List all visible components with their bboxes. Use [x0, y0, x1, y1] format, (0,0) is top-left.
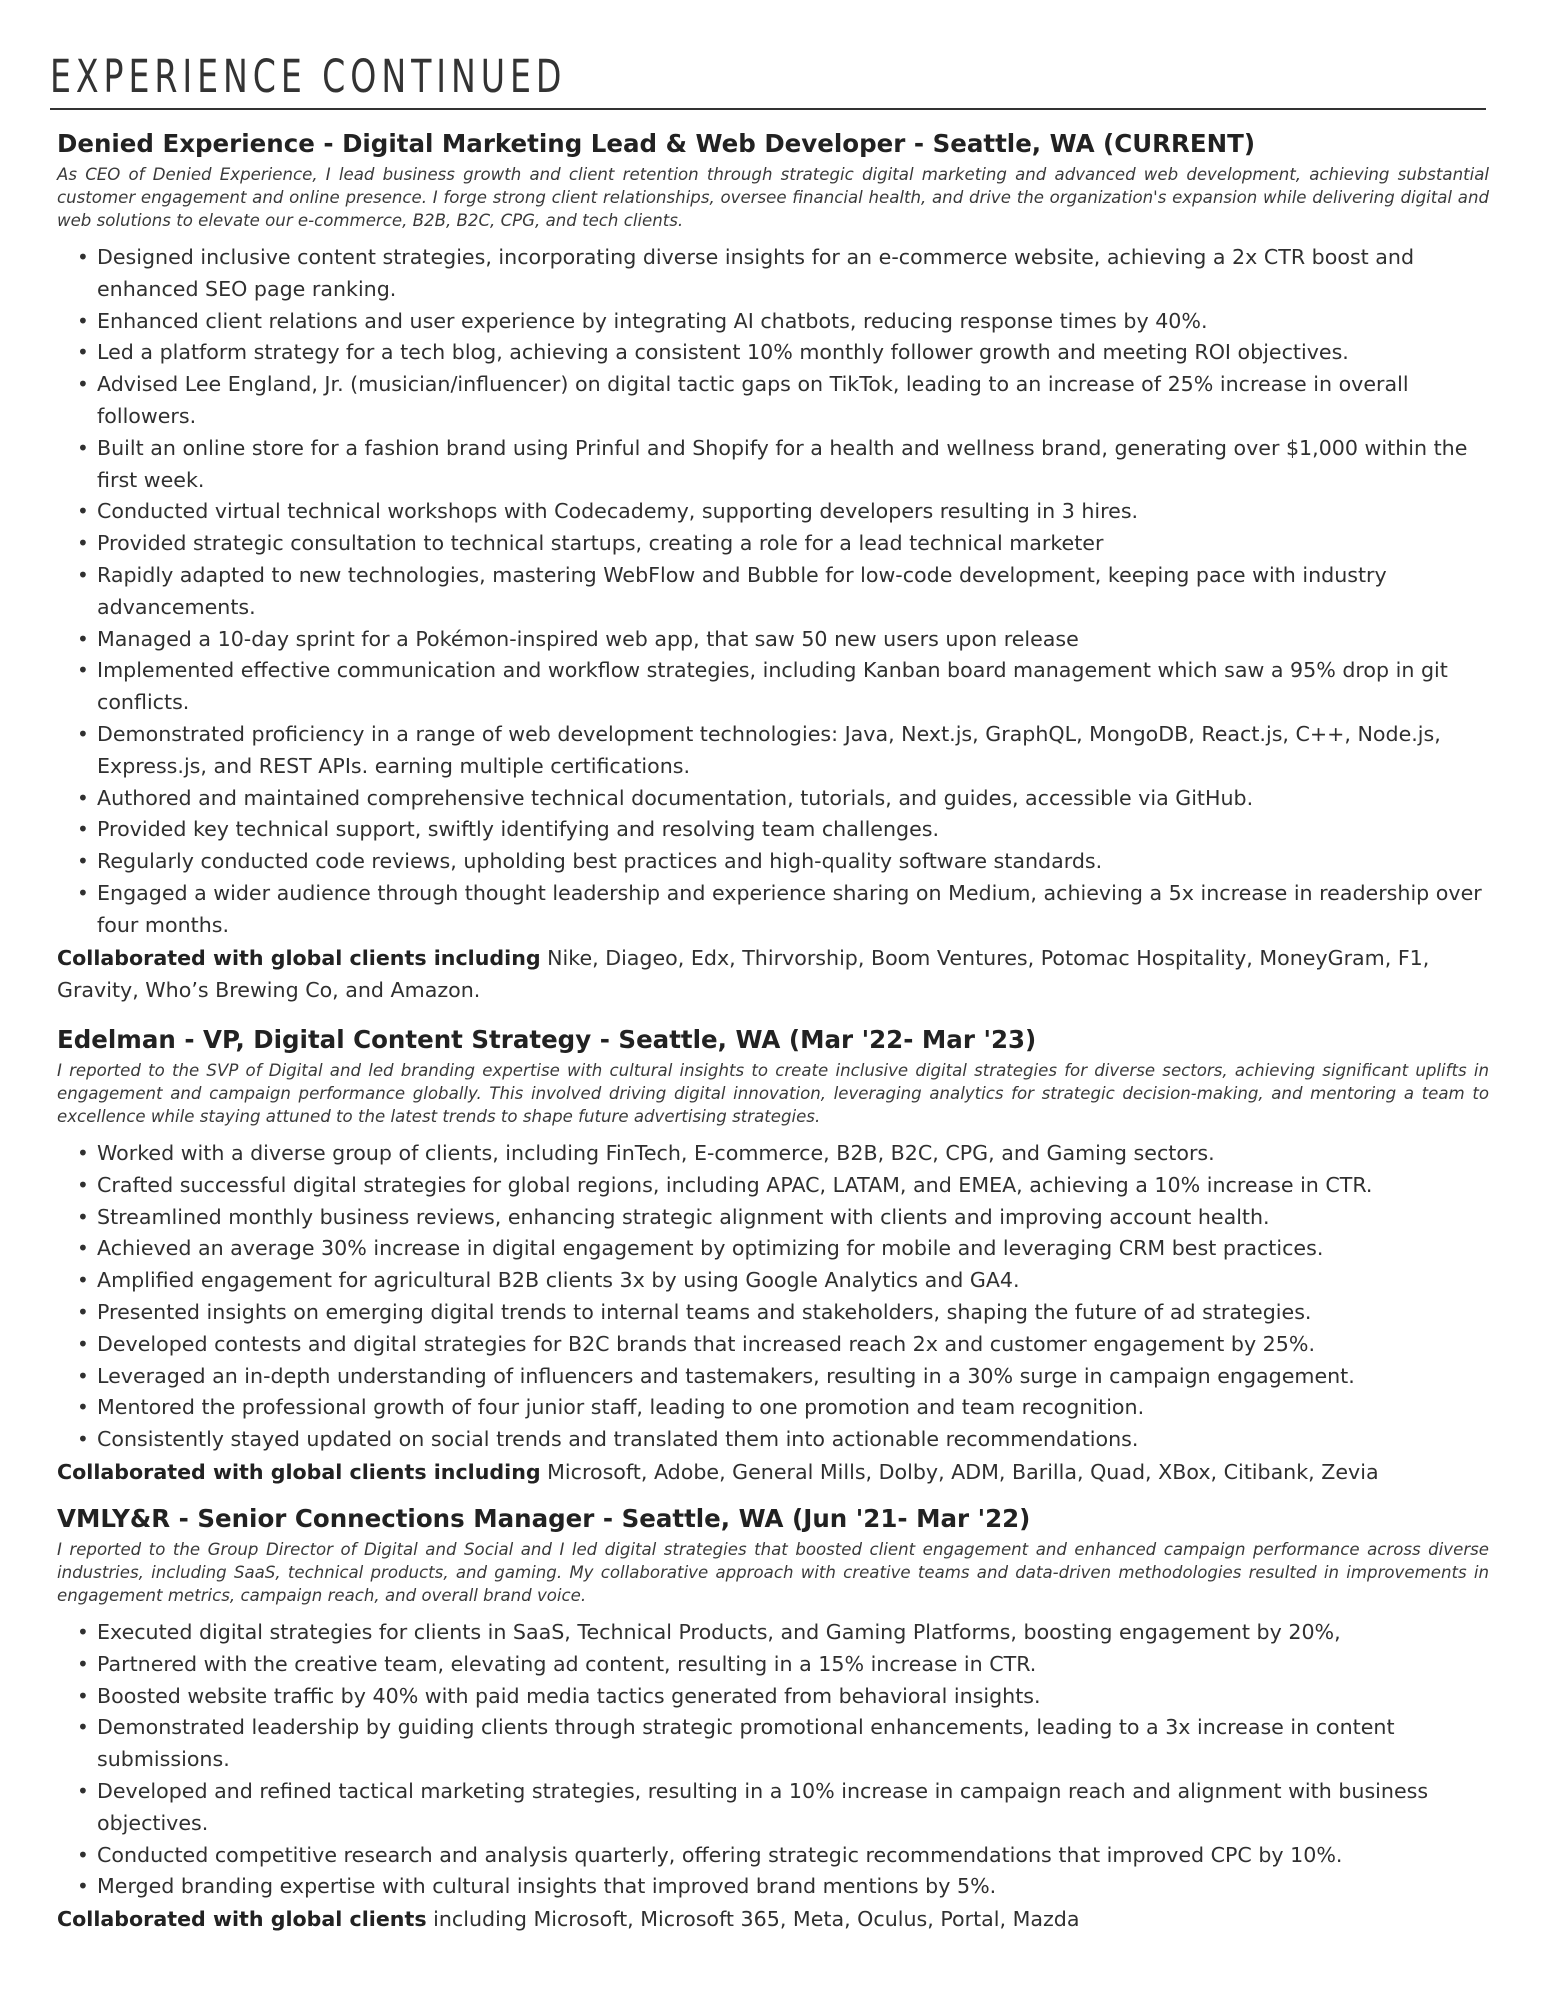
clients-list: including Microsoft, Microsoft 365, Meta, Oculus, Portal, Mazda [426, 1907, 1080, 1932]
bullet-icon: • [77, 245, 89, 269]
bullet-icon: • [77, 1268, 89, 1293]
bullet-icon: • [77, 1427, 89, 1452]
clients-line [57, 942, 1489, 1006]
list-item: • Amplified engagement for agricultural B2B clients 3x by using Google Analytics and GA4. [97, 1265, 1489, 1297]
list-item: • Consistently stayed updated on social trends and translated them into actionable recommendations. [97, 1424, 1489, 1456]
list-item: • Merged branding expertise with cultural insights that improved brand mentions by 5%. [97, 1871, 1489, 1903]
bullet-icon: • [77, 340, 89, 365]
bullet-icon: • [77, 372, 89, 397]
bullet-icon: • [77, 562, 89, 587]
job-title: VMLY&R - Senior Connections Manager - Seattle, WA (Jun '21- Mar '22) [57, 1504, 1031, 1533]
bullet-icon: • [77, 1715, 89, 1740]
bullet-icon: • [77, 1331, 89, 1356]
list-item: • Boosted website traffic by 40% with paid media tactics generated from behavioral insights. [97, 1681, 1489, 1713]
bullet-icon: • [77, 658, 89, 683]
bullet-icon: • [77, 1842, 89, 1867]
job-bullet-list [57, 242, 1489, 942]
list-item: • Built an online store for a fashion brand using Prinful and Shopify for a health and wellness brand, generating over $1,000 within the first week. [97, 433, 1489, 497]
bullet-icon: • [77, 1204, 89, 1229]
bullet-icon: • [77, 1683, 89, 1708]
bullet-icon: • [77, 1236, 89, 1261]
bullet-icon: • [77, 435, 89, 460]
bullet-icon: • [77, 1778, 89, 1803]
list-item: • Developed contests and digital strategies for B2C brands that increased reach 2x and customer engagement by 25%. [97, 1329, 1489, 1361]
job-title: Denied Experience - Digital Marketing Lead & Web Developer - Seattle, WA (CURRENT) [57, 129, 1256, 158]
job-summary: I reported to the Group Director of Digital and Social and I led digital strategies that boosted client engagement and enhanced campaign performance across diverse industries, including SaaS, technical products, and gaming. My collaborative approach with creative teams and data-driven methodologies resulted in improvements in engagement metrics, campaign reach, and overall brand voice. [57, 1540, 1489, 1605]
clients-list: Microsoft, Adobe, General Mills, Dolby, ADM, Barilla, Quad, XBox, Citibank, Zevia [540, 1459, 1379, 1484]
list-item: • Provided key technical support, swiftly identifying and resolving team challenges. [97, 814, 1489, 846]
list-item: • Implemented effective communication and workflow strategies, including Kanban board management which saw a 95% drop in git conflicts. [97, 655, 1489, 719]
page-title: EXPERIENCE CONTINUED [50, 50, 567, 103]
list-item: • Crafted successful digital strategies for global regions, including APAC, LATAM, and EMEA, achieving a 10% increase in CTR. [97, 1170, 1489, 1202]
list-item: • Executed digital strategies for clients in SaaS, Technical Products, and Gaming Platforms, boosting engagement by 20%, [97, 1617, 1489, 1649]
job-title: Edelman - VP, Digital Content Strategy - Seattle, WA (Mar '22- Mar '23) [57, 1025, 1037, 1054]
clients-label: Collaborated with global clients [57, 1907, 427, 1932]
list-item: • Engaged a wider audience through thought leadership and experience sharing on Medium, achieving a 5x increase in readership over four months. [97, 878, 1489, 942]
job-section-vmlyr [57, 1503, 1489, 1935]
bullet-icon: • [77, 308, 89, 333]
list-item: • Authored and maintained comprehensive technical documentation, tutorials, and guides, accessible via GitHub. [97, 783, 1489, 815]
bullet-icon: • [77, 531, 89, 556]
list-item: • Mentored the professional growth of four junior staff, leading to one promotion and team recognition. [97, 1392, 1489, 1424]
clients-line [57, 1903, 1489, 1935]
list-item: • Demonstrated leadership by guiding clients through strategic promotional enhancements, leading to a 3x increase in content submissions. [97, 1712, 1489, 1776]
list-item: • Regularly conducted code reviews, upholding best practices and high-quality software standards. [97, 846, 1489, 878]
bullet-icon: • [77, 1395, 89, 1420]
clients-label: Collaborated with global clients including [57, 945, 541, 970]
clients-line [57, 1456, 1489, 1488]
list-item: • Achieved an average 30% increase in digital engagement by optimizing for mobile and leveraging CRM best practices. [97, 1233, 1489, 1265]
title-divider [50, 108, 1486, 110]
job-bullet-list [57, 1617, 1489, 1903]
list-item: • Led a platform strategy for a tech blog, achieving a consistent 10% monthly follower growth and meeting ROI objectives. [97, 337, 1489, 369]
bullet-icon: • [77, 785, 89, 810]
job-section-edelman [57, 1024, 1489, 1488]
list-item: • Leveraged an in-depth understanding of influencers and tastemakers, resulting in a 30% surge in campaign engagement. [97, 1361, 1489, 1393]
list-item: • Worked with a diverse group of clients, including FinTech, E-commerce, B2B, B2C, CPG, and Gaming sectors. [97, 1138, 1489, 1170]
list-item: • Designed inclusive content strategies, incorporating diverse insights for an e-commerce website, achieving a 2x CTR boost and enhanced SEO page ranking. [97, 242, 1489, 306]
bullet-icon: • [77, 1363, 89, 1388]
list-item: • Partnered with the creative team, elevating ad content, resulting in a 15% increase in CTR. [97, 1649, 1489, 1681]
list-item: • Provided strategic consultation to technical startups, creating a role for a lead technical marketer [97, 528, 1489, 560]
list-item: • Managed a 10-day sprint for a Pokémon-inspired web app, that saw 50 new users upon release [97, 624, 1489, 656]
bullet-icon: • [77, 499, 89, 524]
list-item: • Conducted competitive research and analysis quarterly, offering strategic recommendations that improved CPC by 10%. [97, 1840, 1489, 1872]
bullet-icon: • [77, 1141, 89, 1165]
job-summary: I reported to the SVP of Digital and led branding expertise with cultural insights to create inclusive digital strategies for diverse sectors, achieving significant uplifts in engagement and campaign performance globally. This involved driving digital innovation, leveraging analytics for strategic decision-making, and mentoring a team to excellence while staying attuned to the latest trends to shape future advertising strategies. [57, 1061, 1489, 1126]
list-item: • Conducted virtual technical workshops with Codecademy, supporting developers resulting in 3 hires. [97, 496, 1489, 528]
bullet-icon: • [77, 1874, 89, 1899]
list-item: • Enhanced client relations and user experience by integrating AI chatbots, reducing response times by 40%. [97, 306, 1489, 338]
bullet-icon: • [77, 1172, 89, 1197]
list-item: • Demonstrated proficiency in a range of web development technologies: Java, Next.js, GraphQL, MongoDB, React.js, C++, Node.js, Express.js, and REST APIs. earning multiple certifications. [97, 719, 1489, 783]
job-summary: As CEO of Denied Experience, I lead business growth and client retention through strategic digital marketing and advanced web development, achieving substantial customer engagement and online presence. I forge strong client relationships, oversee financial health, and drive the organization's expansion while delivering digital and web solutions to elevate our e-commerce, B2B, B2C, CPG, and tech clients. [57, 165, 1489, 230]
list-item: • Streamlined monthly business reviews, enhancing strategic alignment with clients and improving account health. [97, 1202, 1489, 1234]
bullet-icon: • [77, 1651, 89, 1676]
bullet-icon: • [77, 880, 89, 905]
bullet-icon: • [77, 1620, 89, 1644]
bullet-icon: • [77, 817, 89, 842]
job-section-denied-experience [57, 128, 1489, 1006]
list-item: • Developed and refined tactical marketing strategies, resulting in a 10% increase in campaign reach and alignment with business objectives. [97, 1776, 1489, 1840]
bullet-icon: • [77, 721, 89, 746]
list-item: • Presented insights on emerging digital trends to internal teams and stakeholders, shaping the future of ad strategies. [97, 1297, 1489, 1329]
list-item: • Rapidly adapted to new technologies, mastering WebFlow and Bubble for low-code development, keeping pace with industry advancements. [97, 560, 1489, 624]
bullet-icon: • [77, 1299, 89, 1324]
bullet-icon: • [77, 849, 89, 874]
list-item: • Advised Lee England, Jr. (musician/influencer) on digital tactic gaps on TikTok, leading to an increase of 25% increase in overall followers. [97, 369, 1489, 433]
clients-list: Nike, Diageo, Edx, Thirvorship, Boom Ventures, Potomac Hospitality, MoneyGram, F1, Gravity, Who’s Brewing Co, and Amazon. [57, 945, 1430, 1002]
clients-label: Collaborated with global clients including [57, 1459, 541, 1484]
bullet-icon: • [77, 626, 89, 651]
job-bullet-list [57, 1138, 1489, 1456]
